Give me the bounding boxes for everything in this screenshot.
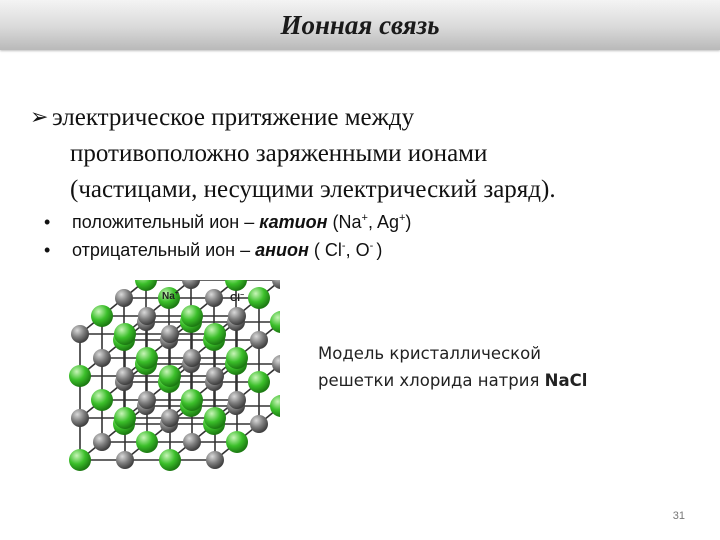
ion-text: ( Cl (308, 240, 342, 260)
sodium-ion-sphere (206, 367, 224, 385)
chloride-ion-sphere (181, 305, 203, 327)
figure-caption (318, 340, 678, 394)
chloride-ion-sphere (114, 407, 136, 429)
chloride-ion-sphere (136, 347, 158, 369)
caption-line: Модель кристаллической (318, 344, 541, 363)
sodium-ion-sphere (116, 451, 134, 469)
sodium-ion-sphere (138, 307, 156, 325)
label-cl: Cl− (230, 292, 245, 304)
sodium-ion-sphere (183, 433, 201, 451)
main-bullet-line: электрическое притяжение между (52, 104, 415, 131)
caption-text: решетки хлорида натрия (318, 371, 545, 390)
sodium-ion-sphere (183, 349, 201, 367)
chloride-ion-sphere (69, 365, 91, 387)
caption-line (318, 367, 678, 394)
chloride-ion-sphere (248, 287, 270, 309)
sub-bullet-text: положительный ион – (72, 212, 260, 232)
chloride-ion-sphere (204, 407, 226, 429)
bullet-dot-icon: • (44, 240, 51, 260)
chloride-ion-sphere (136, 431, 158, 453)
label-na: Na+ (162, 290, 179, 302)
main-bullet-line: противоположно заряженными ионами (70, 140, 488, 167)
ion-charge: - (369, 240, 377, 252)
page-number: 31 (672, 510, 685, 522)
sodium-ion-sphere (93, 433, 111, 451)
sodium-ion-sphere (116, 367, 134, 385)
sodium-ion-sphere (93, 349, 111, 367)
chloride-ion-sphere (69, 449, 91, 471)
sub-bullet-text: отрицательный ион – (72, 240, 256, 260)
slide-title: Ионная связь (280, 10, 440, 40)
sodium-ion-sphere (205, 289, 223, 307)
main-bullet-line: (частицами, несущими электрический заряд). (70, 176, 556, 203)
sub-bullet-list (44, 208, 684, 264)
bullet-dot-icon: • (44, 212, 51, 232)
sodium-ion-sphere (228, 391, 246, 409)
ion-charge: + (361, 212, 368, 224)
term-anion: анион (255, 240, 309, 260)
ion-charge: + (398, 212, 406, 224)
term-cation: катион (259, 212, 328, 232)
caption-formula: NaCl (544, 371, 588, 390)
ion-text: ) (376, 240, 383, 260)
sodium-ion-sphere (228, 307, 246, 325)
sub-bullet-anion (44, 236, 684, 264)
chloride-ion-sphere (91, 389, 113, 411)
chloride-ion-sphere (91, 305, 113, 327)
chloride-ion-sphere (181, 389, 203, 411)
ion-text: (Na (327, 212, 362, 232)
ion-text: , Ag (367, 212, 399, 232)
sodium-ion-sphere (206, 451, 224, 469)
chloride-ion-sphere (159, 365, 181, 387)
sub-bullet-cation (44, 208, 684, 236)
chloride-ion-sphere (248, 371, 270, 393)
sodium-ion-sphere (161, 409, 179, 427)
sodium-ion-sphere (272, 280, 280, 289)
sodium-ion-sphere (71, 409, 89, 427)
chloride-ion-sphere (135, 280, 157, 291)
sodium-ion-sphere (161, 325, 179, 343)
chloride-ion-sphere (114, 323, 136, 345)
ion-text: , O (345, 240, 370, 260)
sodium-ion-sphere (138, 391, 156, 409)
sodium-ion-sphere (250, 415, 268, 433)
chloride-ion-sphere (159, 449, 181, 471)
sodium-ion-sphere (250, 331, 268, 349)
ion-text: ) (405, 212, 412, 232)
lattice-bonds (80, 280, 280, 460)
sodium-ion-sphere (115, 289, 133, 307)
sodium-ion-sphere (71, 325, 89, 343)
chloride-ion-sphere (225, 280, 247, 291)
nacl-crystal-illustration (40, 280, 280, 505)
main-bullet (30, 100, 700, 208)
ion-charge: - (341, 240, 346, 252)
arrow-bullet-icon: ➢ (30, 105, 49, 130)
chloride-ion-sphere (204, 323, 226, 345)
chloride-ion-sphere (226, 347, 248, 369)
chloride-ion-sphere (226, 431, 248, 453)
sodium-ion-sphere (182, 280, 200, 289)
